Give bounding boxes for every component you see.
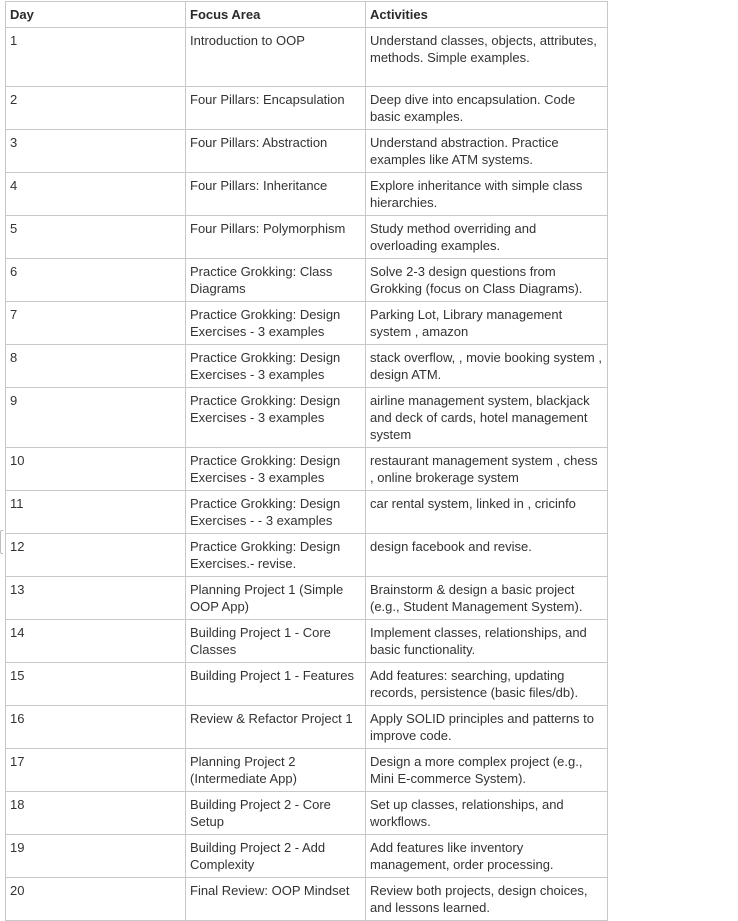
table-row (6, 792, 608, 835)
table-row (6, 577, 608, 620)
activities-cell: car rental system, linked in , cricinfo (366, 491, 608, 534)
focus-cell: Practice Grokking: Design Exercises - 3 examples (186, 345, 366, 388)
activities-cell: Explore inheritance with simple class hierarchies. (366, 173, 608, 216)
focus-cell: Four Pillars: Abstraction (186, 130, 366, 173)
table-row (6, 216, 608, 259)
focus-cell: Building Project 2 - Add Complexity (186, 835, 366, 878)
focus-cell: Four Pillars: Encapsulation (186, 87, 366, 130)
header-focus-area: Focus Area (186, 2, 366, 28)
day-cell: 15 (6, 663, 186, 706)
focus-cell: Introduction to OOP (186, 28, 366, 87)
schedule-table (5, 1, 608, 921)
focus-cell: Practice Grokking: Design Exercises - 3 examples (186, 388, 366, 448)
activities-cell: Review both projects, design choices, and lessons learned. (366, 878, 608, 921)
focus-cell: Final Review: OOP Mindset (186, 878, 366, 921)
table-row (6, 302, 608, 345)
activities-cell: Implement classes, relationships, and basic functionality. (366, 620, 608, 663)
header-day: Day (6, 2, 186, 28)
day-cell: 2 (6, 87, 186, 130)
table-row (6, 173, 608, 216)
table-row (6, 388, 608, 448)
day-cell: 16 (6, 706, 186, 749)
table-row (6, 448, 608, 491)
activities-cell: Understand classes, objects, attributes, methods. Simple examples. (366, 28, 608, 87)
day-cell: 14 (6, 620, 186, 663)
activities-cell: Brainstorm & design a basic project (e.g., Student Management System). (366, 577, 608, 620)
table-row (6, 663, 608, 706)
day-cell: 19 (6, 835, 186, 878)
table-row (6, 491, 608, 534)
focus-cell: Practice Grokking: Design Exercises.- revise. (186, 534, 366, 577)
table-row (6, 534, 608, 577)
focus-cell: Review & Refactor Project 1 (186, 706, 366, 749)
day-cell: 9 (6, 388, 186, 448)
day-cell: 6 (6, 259, 186, 302)
table-row (6, 130, 608, 173)
day-cell: 5 (6, 216, 186, 259)
left-edge-marker (0, 530, 3, 554)
activities-cell: Set up classes, relationships, and workflows. (366, 792, 608, 835)
schedule-table-container (5, 1, 608, 921)
day-cell: 11 (6, 491, 186, 534)
focus-cell: Building Project 2 - Core Setup (186, 792, 366, 835)
activities-cell: Add features like inventory management, order processing. (366, 835, 608, 878)
day-cell: 13 (6, 577, 186, 620)
day-cell: 17 (6, 749, 186, 792)
table-row (6, 87, 608, 130)
activities-cell: restaurant management system , chess , online brokerage system (366, 448, 608, 491)
focus-cell: Practice Grokking: Design Exercises - 3 examples (186, 302, 366, 345)
focus-cell: Planning Project 2 (Intermediate App) (186, 749, 366, 792)
activities-cell: Solve 2-3 design questions from Grokking (focus on Class Diagrams). (366, 259, 608, 302)
activities-cell: Deep dive into encapsulation. Code basic examples. (366, 87, 608, 130)
day-cell: 10 (6, 448, 186, 491)
activities-cell: Understand abstraction. Practice examples like ATM systems. (366, 130, 608, 173)
activities-cell: design facebook and revise. (366, 534, 608, 577)
header-row (6, 2, 608, 28)
activities-cell: Add features: searching, updating records, persistence (basic files/db). (366, 663, 608, 706)
activities-cell: Apply SOLID principles and patterns to improve code. (366, 706, 608, 749)
activities-cell: Study method overriding and overloading examples. (366, 216, 608, 259)
day-cell: 7 (6, 302, 186, 345)
focus-cell: Practice Grokking: Design Exercises - - 3 examples (186, 491, 366, 534)
activities-cell: Parking Lot, Library management system , amazon (366, 302, 608, 345)
table-row (6, 28, 608, 87)
focus-cell: Planning Project 1 (Simple OOP App) (186, 577, 366, 620)
focus-cell: Practice Grokking: Class Diagrams (186, 259, 366, 302)
day-cell: 3 (6, 130, 186, 173)
activities-cell: Design a more complex project (e.g., Mini E-commerce System). (366, 749, 608, 792)
focus-cell: Four Pillars: Inheritance (186, 173, 366, 216)
focus-cell: Building Project 1 - Features (186, 663, 366, 706)
table-row (6, 878, 608, 921)
header-activities: Activities (366, 2, 608, 28)
activities-cell: stack overflow, , movie booking system , design ATM. (366, 345, 608, 388)
activities-cell: airline management system, blackjack and deck of cards, hotel management system (366, 388, 608, 448)
day-cell: 18 (6, 792, 186, 835)
day-cell: 12 (6, 534, 186, 577)
focus-cell: Practice Grokking: Design Exercises - 3 examples (186, 448, 366, 491)
day-cell: 1 (6, 28, 186, 87)
table-row (6, 259, 608, 302)
table-row (6, 620, 608, 663)
focus-cell: Building Project 1 - Core Classes (186, 620, 366, 663)
table-row (6, 345, 608, 388)
day-cell: 8 (6, 345, 186, 388)
table-row (6, 835, 608, 878)
focus-cell: Four Pillars: Polymorphism (186, 216, 366, 259)
day-cell: 20 (6, 878, 186, 921)
day-cell: 4 (6, 173, 186, 216)
table-row (6, 749, 608, 792)
table-row (6, 706, 608, 749)
